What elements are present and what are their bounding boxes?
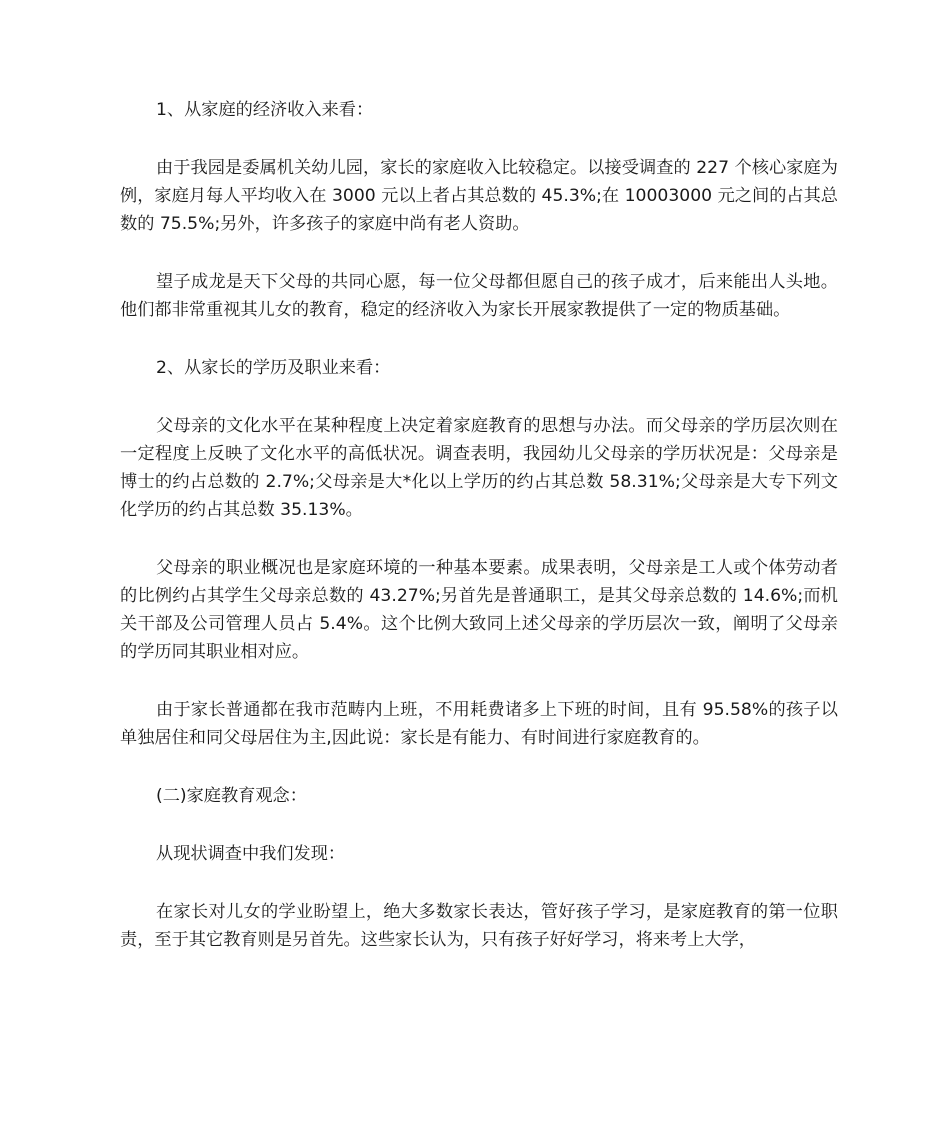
- section-heading-education-occupation: 2、从家长的学历及职业来看：: [156, 358, 391, 378]
- section-heading-income: 1、从家庭的经济收入来看：: [156, 100, 374, 120]
- paragraph-occupation: 父母亲的职业概况也是家庭环境的一种基本要素。成果表明，父母亲是工人或个体劳动者的比例约占其学生父母亲总数的 43.27%;另首先是普通职工，是其父母亲总数的 14.6%;而机关干部及公司管理人员占 5.4%。这个比例大致同上述父母亲的学历层次一致，阐明了父母亲的学历同其职业相对应。: [120, 558, 838, 662]
- paragraph-work-location: 由于家长普通都在我市范畴内上班，不用耗费诸多上下班的时间，且有 95.58%的孩子以单独居住和同父母居住为主,因此说：家长是有能力、有时间进行家庭教育的。: [120, 700, 838, 748]
- paragraph-parent-hopes: 望子成龙是天下父母的共同心愿，每一位父母都但愿自己的孩子成才，后来能出人头地。他们都非常重视其儿女的教育，稳定的经济收入为家长开展家教提供了一定的物质基础。: [120, 272, 838, 320]
- section-heading-education-concepts: (二)家庭教育观念：: [156, 786, 307, 806]
- paragraph-survey-findings: 从现状调查中我们发现：: [156, 844, 346, 864]
- paragraph-education-level: 父母亲的文化水平在某种程度上决定着家庭教育的思想与办法。而父母亲的学历层次则在一定程度上反映了文化水平的高低状况。调查表明，我园幼儿父母亲的学历状况是：父母亲是博士的约占总数的 2.7%;父母亲是大*化以上学历的约占其总数 58.31%;父母亲是大专下列文化学历的约占其总数 35.13%。: [120, 416, 838, 520]
- paragraph-academic-expectations: 在家长对儿女的学业盼望上，绝大多数家长表达，管好孩子学习，是家庭教育的第一位职责，至于其它教育则是另首先。这些家长认为，只有孩子好好学习，将来考上大学，: [120, 902, 838, 950]
- paragraph-income-details: 由于我园是委属机关幼儿园，家长的家庭收入比较稳定。以接受调查的 227 个核心家庭为例，家庭月每人平均收入在 3000 元以上者占其总数的 45.3%;在 10003000 元之间的占其总数的 75.5%;另外，许多孩子的家庭中尚有老人资助。: [120, 158, 838, 234]
- document-body: [120, 96, 838, 984]
